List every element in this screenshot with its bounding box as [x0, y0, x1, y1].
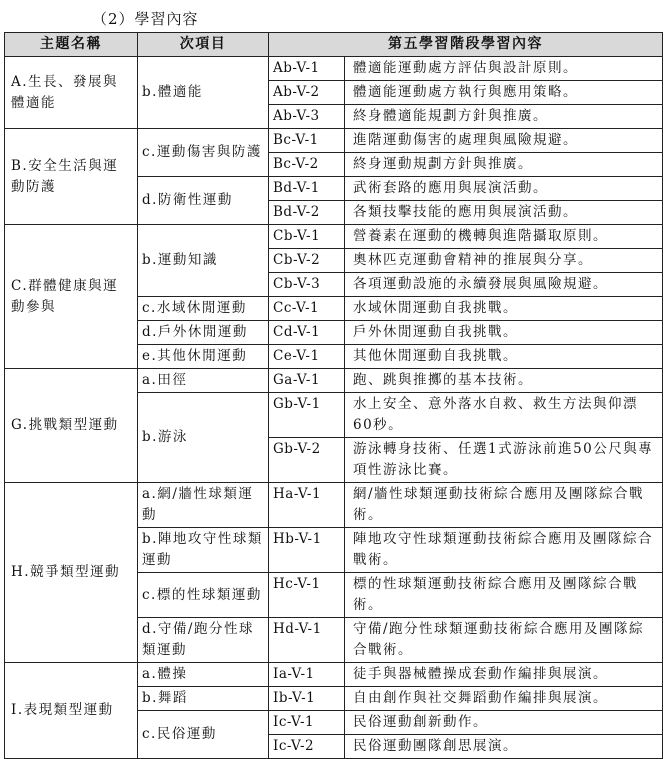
subitem-cell: b.體適能: [138, 57, 269, 129]
content-cell: 水域休閒運動自我挑戰。: [345, 297, 663, 321]
header-topic: 主題名稱: [5, 33, 138, 57]
code-cell: Cc-V-1: [269, 297, 345, 321]
code-cell: Bc-V-2: [269, 153, 345, 177]
code-cell: Ha-V-1: [269, 483, 345, 528]
subitem-cell: c.民俗運動: [138, 711, 269, 759]
code-cell: Bc-V-1: [269, 129, 345, 153]
content-cell: 水上安全、意外落水自救、救生方法與仰漂60秒。: [345, 393, 663, 438]
code-cell: Ic-V-2: [269, 735, 345, 759]
subitem-cell: a.體操: [138, 663, 269, 687]
code-cell: Hc-V-1: [269, 573, 345, 618]
subitem-cell: b.運動知識: [138, 225, 269, 297]
topic-cell: H.競爭類型運動: [5, 483, 138, 663]
content-cell: 陣地攻守性球類運動技術綜合應用及團隊綜合戰術。: [345, 528, 663, 573]
section-heading: （2）學習內容: [92, 10, 199, 28]
content-cell: 網/牆性球類運動技術綜合應用及團隊綜合戰術。: [345, 483, 663, 528]
content-cell: 武術套路的應用與展演活動。: [345, 177, 663, 201]
header-content: 第五學習階段學習內容: [269, 33, 663, 57]
code-cell: Cd-V-1: [269, 321, 345, 345]
subitem-cell: b.游泳: [138, 393, 269, 483]
content-cell: 守備/跑分性球類運動技術綜合應用及團隊綜合戰術。: [345, 618, 663, 663]
subitem-cell: b.舞蹈: [138, 687, 269, 711]
content-cell: 民俗運動創新動作。: [345, 711, 663, 735]
table-row: [5, 57, 663, 81]
subitem-cell: c.運動傷害與防護: [138, 129, 269, 177]
code-cell: Hd-V-1: [269, 618, 345, 663]
topic-cell: B.安全生活與運動防護: [5, 129, 138, 225]
content-cell: 跑、跳與推擲的基本技術。: [345, 369, 663, 393]
topic-cell: G.挑戰類型運動: [5, 369, 138, 483]
content-cell: 體適能運動處方執行與應用策略。: [345, 81, 663, 105]
content-cell: 民俗運動團隊創思展演。: [345, 735, 663, 759]
content-cell: 徒手與器械體操成套動作編排與展演。: [345, 663, 663, 687]
topic-cell: C.群體健康與運動參與: [5, 225, 138, 369]
code-cell: Ic-V-1: [269, 711, 345, 735]
content-cell: 游泳轉身技術、任選1式游泳前進50公尺與專項性游泳比賽。: [345, 438, 663, 483]
code-cell: Ga-V-1: [269, 369, 345, 393]
content-cell: 其他休閒運動自我挑戰。: [345, 345, 663, 369]
subitem-cell: d.戶外休閒運動: [138, 321, 269, 345]
code-cell: Ab-V-3: [269, 105, 345, 129]
code-cell: Ib-V-1: [269, 687, 345, 711]
content-cell: 戶外休閒運動自我挑戰。: [345, 321, 663, 345]
subitem-cell: d.守備/跑分性球類運動: [138, 618, 269, 663]
code-cell: Cb-V-1: [269, 225, 345, 249]
subitem-cell: c.水域休閒運動: [138, 297, 269, 321]
code-cell: Cb-V-3: [269, 273, 345, 297]
content-cell: 進階運動傷害的處理與風險規避。: [345, 129, 663, 153]
content-cell: 各項運動設施的永續發展與風險規避。: [345, 273, 663, 297]
subitem-cell: e.其他休閒運動: [138, 345, 269, 369]
table-row: [5, 483, 663, 528]
table-row: [5, 225, 663, 249]
content-cell: 標的性球類運動技術綜合應用及團隊綜合戰術。: [345, 573, 663, 618]
code-cell: Ce-V-1: [269, 345, 345, 369]
code-cell: Ab-V-2: [269, 81, 345, 105]
code-cell: Gb-V-1: [269, 393, 345, 438]
subitem-cell: a.田徑: [138, 369, 269, 393]
topic-cell: A.生長、發展與體適能: [5, 57, 138, 129]
table-row: [5, 369, 663, 393]
content-cell: 自由創作與社交舞蹈動作編排與展演。: [345, 687, 663, 711]
code-cell: Ia-V-1: [269, 663, 345, 687]
table-row: [5, 663, 663, 687]
content-cell: 奧林匹克運動會精神的推展與分享。: [345, 249, 663, 273]
code-cell: Gb-V-2: [269, 438, 345, 483]
content-cell: 各類技擊技能的應用與展演活動。: [345, 201, 663, 225]
code-cell: Bd-V-2: [269, 201, 345, 225]
header-subitem: 次項目: [138, 33, 269, 57]
subitem-cell: c.標的性球類運動: [138, 573, 269, 618]
content-cell: 終身體適能規劃方針與推廣。: [345, 105, 663, 129]
table-row: [5, 129, 663, 153]
content-cell: 營養素在運動的機轉與進階攝取原則。: [345, 225, 663, 249]
subitem-cell: a.網/牆性球類運動: [138, 483, 269, 528]
content-cell: 體適能運動處方評估與設計原則。: [345, 57, 663, 81]
code-cell: Ab-V-1: [269, 57, 345, 81]
topic-cell: I.表現類型運動: [5, 663, 138, 759]
header-row: [5, 33, 663, 57]
learning-content-table: [4, 32, 663, 759]
code-cell: Hb-V-1: [269, 528, 345, 573]
subitem-cell: d.防衛性運動: [138, 177, 269, 225]
code-cell: Cb-V-2: [269, 249, 345, 273]
content-cell: 終身運動規劃方針與推廣。: [345, 153, 663, 177]
subitem-cell: b.陣地攻守性球類運動: [138, 528, 269, 573]
code-cell: Bd-V-1: [269, 177, 345, 201]
